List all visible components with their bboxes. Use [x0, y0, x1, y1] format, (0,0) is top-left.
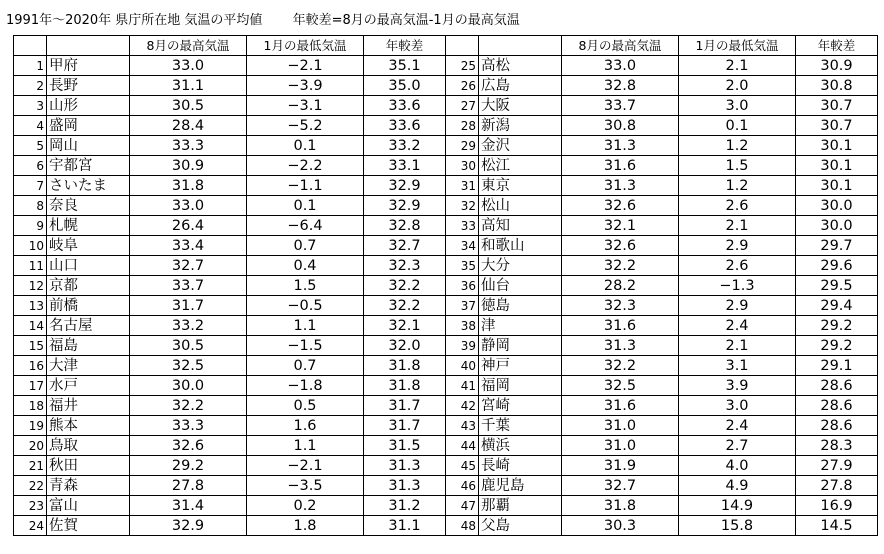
aug-max-value: 32.2 [130, 396, 247, 416]
annual-range-value: 33.1 [364, 156, 446, 176]
rank: 34 [446, 236, 479, 256]
header-row [14, 36, 878, 56]
aug-max-value: 32.3 [562, 296, 679, 316]
header-jan-min: 1月の最低気温 [247, 36, 364, 56]
jan-min-value: 0.1 [247, 136, 364, 156]
annual-range-value: 30.9 [796, 56, 878, 76]
table-row [14, 496, 878, 516]
annual-range-value: 33.6 [364, 116, 446, 136]
city-name: 高松 [479, 56, 562, 76]
aug-max-value: 30.8 [562, 116, 679, 136]
table-row [14, 456, 878, 476]
city-name: 福岡 [479, 376, 562, 396]
city-name: 鹿児島 [479, 476, 562, 496]
aug-max-value: 31.7 [130, 296, 247, 316]
city-name: 那覇 [479, 496, 562, 516]
annual-range-value: 32.9 [364, 196, 446, 216]
rank: 43 [446, 416, 479, 436]
rank: 48 [446, 516, 479, 536]
city-name: 津 [479, 316, 562, 336]
rank: 40 [446, 356, 479, 376]
jan-min-value: 0.5 [247, 396, 364, 416]
city-name: 名古屋 [47, 316, 130, 336]
annual-range-value: 32.3 [364, 256, 446, 276]
table-row [14, 56, 878, 76]
jan-min-value: 3.0 [679, 96, 796, 116]
header-annual-range: 年較差 [796, 36, 878, 56]
aug-max-value: 32.8 [562, 76, 679, 96]
table-row [14, 376, 878, 396]
rank: 12 [14, 276, 47, 296]
annual-range-value: 32.2 [364, 276, 446, 296]
rank: 21 [14, 456, 47, 476]
city-name: 和歌山 [479, 236, 562, 256]
annual-range-value: 29.5 [796, 276, 878, 296]
annual-range-value: 27.9 [796, 456, 878, 476]
jan-min-value: 3.0 [679, 396, 796, 416]
city-name: 富山 [47, 496, 130, 516]
table-row [14, 336, 878, 356]
aug-max-value: 29.2 [130, 456, 247, 476]
aug-max-value: 28.4 [130, 116, 247, 136]
rank: 7 [14, 176, 47, 196]
city-name: 新潟 [479, 116, 562, 136]
city-name: 宇都宮 [47, 156, 130, 176]
rank: 15 [14, 336, 47, 356]
jan-min-value: −3.9 [247, 76, 364, 96]
jan-min-value: 4.9 [679, 476, 796, 496]
annual-range-value: 31.5 [364, 436, 446, 456]
aug-max-value: 32.2 [562, 356, 679, 376]
rank: 20 [14, 436, 47, 456]
city-name: 大分 [479, 256, 562, 276]
rank: 37 [446, 296, 479, 316]
rank: 16 [14, 356, 47, 376]
rank: 26 [446, 76, 479, 96]
jan-min-value: 1.2 [679, 176, 796, 196]
annual-range-value: 32.7 [364, 236, 446, 256]
jan-min-value: 0.2 [247, 496, 364, 516]
rank: 9 [14, 216, 47, 236]
rank: 17 [14, 376, 47, 396]
table-row [14, 136, 878, 156]
table-row [14, 316, 878, 336]
rank: 4 [14, 116, 47, 136]
annual-range-value: 30.7 [796, 96, 878, 116]
city-name: 宮崎 [479, 396, 562, 416]
jan-min-value: 2.1 [679, 216, 796, 236]
jan-min-value: −6.4 [247, 216, 364, 236]
city-name: 東京 [479, 176, 562, 196]
city-name: 仙台 [479, 276, 562, 296]
annual-range-value: 30.1 [796, 176, 878, 196]
rank: 30 [446, 156, 479, 176]
annual-range-value: 30.0 [796, 216, 878, 236]
jan-min-value: 0.1 [679, 116, 796, 136]
annual-range-value: 29.2 [796, 316, 878, 336]
city-name: 水戸 [47, 376, 130, 396]
aug-max-value: 32.5 [130, 356, 247, 376]
annual-range-value: 31.8 [364, 356, 446, 376]
rank: 3 [14, 96, 47, 116]
rank: 46 [446, 476, 479, 496]
city-name: 横浜 [479, 436, 562, 456]
aug-max-value: 32.9 [130, 516, 247, 536]
jan-min-value: 2.7 [679, 436, 796, 456]
rank: 35 [446, 256, 479, 276]
aug-max-value: 33.4 [130, 236, 247, 256]
annual-range-value: 31.3 [364, 456, 446, 476]
jan-min-value: 2.0 [679, 76, 796, 96]
annual-range-value: 31.3 [364, 476, 446, 496]
aug-max-value: 31.3 [562, 136, 679, 156]
jan-min-value: −0.5 [247, 296, 364, 316]
temperature-table [13, 35, 878, 536]
city-name: 岐阜 [47, 236, 130, 256]
jan-min-value: 2.1 [679, 336, 796, 356]
city-name: 松山 [479, 196, 562, 216]
city-name: 京都 [47, 276, 130, 296]
rank: 22 [14, 476, 47, 496]
table-row [14, 436, 878, 456]
rank: 10 [14, 236, 47, 256]
rank: 39 [446, 336, 479, 356]
aug-max-value: 33.3 [130, 136, 247, 156]
jan-min-value: 3.9 [679, 376, 796, 396]
aug-max-value: 31.3 [562, 176, 679, 196]
jan-min-value: 2.1 [679, 56, 796, 76]
jan-min-value: 2.9 [679, 236, 796, 256]
aug-max-value: 30.9 [130, 156, 247, 176]
table-row [14, 296, 878, 316]
jan-min-value: 1.6 [247, 416, 364, 436]
annual-range-value: 32.2 [364, 296, 446, 316]
rank: 44 [446, 436, 479, 456]
table-row [14, 76, 878, 96]
jan-min-value: 2.4 [679, 316, 796, 336]
city-name: 奈良 [47, 196, 130, 216]
city-name: 山口 [47, 256, 130, 276]
rank: 41 [446, 376, 479, 396]
jan-min-value: 1.5 [247, 276, 364, 296]
jan-min-value: 0.7 [247, 356, 364, 376]
jan-min-value: 0.4 [247, 256, 364, 276]
aug-max-value: 31.0 [562, 436, 679, 456]
jan-min-value: 2.6 [679, 196, 796, 216]
jan-min-value: 14.9 [679, 496, 796, 516]
aug-max-value: 32.6 [562, 196, 679, 216]
city-name: 広島 [479, 76, 562, 96]
rank: 14 [14, 316, 47, 336]
annual-range-value: 33.2 [364, 136, 446, 156]
rank: 25 [446, 56, 479, 76]
annual-range-value: 30.7 [796, 116, 878, 136]
annual-range-value: 31.8 [364, 376, 446, 396]
annual-range-value: 35.0 [364, 76, 446, 96]
rank: 33 [446, 216, 479, 236]
aug-max-value: 31.1 [130, 76, 247, 96]
rank: 8 [14, 196, 47, 216]
rank: 13 [14, 296, 47, 316]
city-name: 金沢 [479, 136, 562, 156]
jan-min-value: 2.6 [679, 256, 796, 276]
city-name: 大津 [47, 356, 130, 376]
city-name: 福井 [47, 396, 130, 416]
aug-max-value: 31.0 [562, 416, 679, 436]
aug-max-value: 30.5 [130, 96, 247, 116]
jan-min-value: −1.1 [247, 176, 364, 196]
city-name: 松江 [479, 156, 562, 176]
city-name: 高知 [479, 216, 562, 236]
aug-max-value: 28.2 [562, 276, 679, 296]
rank: 45 [446, 456, 479, 476]
jan-min-value: −3.1 [247, 96, 364, 116]
jan-min-value: −3.5 [247, 476, 364, 496]
city-name: 鳥取 [47, 436, 130, 456]
header-blank [479, 36, 562, 56]
aug-max-value: 31.8 [130, 176, 247, 196]
aug-max-value: 31.9 [562, 456, 679, 476]
rank: 42 [446, 396, 479, 416]
table-row [14, 476, 878, 496]
rank: 6 [14, 156, 47, 176]
table-row [14, 176, 878, 196]
annual-range-value: 30.8 [796, 76, 878, 96]
aug-max-value: 33.0 [130, 56, 247, 76]
rank: 23 [14, 496, 47, 516]
city-name: 徳島 [479, 296, 562, 316]
jan-min-value: 0.1 [247, 196, 364, 216]
jan-min-value: −1.3 [679, 276, 796, 296]
aug-max-value: 32.6 [130, 436, 247, 456]
city-name: 父島 [479, 516, 562, 536]
aug-max-value: 30.0 [130, 376, 247, 396]
annual-range-value: 27.8 [796, 476, 878, 496]
rank: 32 [446, 196, 479, 216]
table-row [14, 156, 878, 176]
annual-range-value: 29.1 [796, 356, 878, 376]
annual-range-value: 29.7 [796, 236, 878, 256]
city-name: 長野 [47, 76, 130, 96]
header-annual-range: 年較差 [364, 36, 446, 56]
table-row [14, 276, 878, 296]
aug-max-value: 33.3 [130, 416, 247, 436]
annual-range-value: 30.0 [796, 196, 878, 216]
header-blank [47, 36, 130, 56]
header-aug-max: 8月の最高気温 [130, 36, 247, 56]
annual-range-value: 31.7 [364, 396, 446, 416]
jan-min-value: 0.7 [247, 236, 364, 256]
jan-min-value: 1.1 [247, 436, 364, 456]
annual-range-value: 32.8 [364, 216, 446, 236]
annual-range-value: 30.1 [796, 136, 878, 156]
city-name: 長崎 [479, 456, 562, 476]
annual-range-value: 31.1 [364, 516, 446, 536]
aug-max-value: 30.5 [130, 336, 247, 356]
annual-range-value: 30.1 [796, 156, 878, 176]
aug-max-value: 31.6 [562, 396, 679, 416]
annual-range-value: 32.0 [364, 336, 446, 356]
city-name: 秋田 [47, 456, 130, 476]
rank: 28 [446, 116, 479, 136]
jan-min-value: 4.0 [679, 456, 796, 476]
jan-min-value: 1.1 [247, 316, 364, 336]
annual-range-value: 28.6 [796, 396, 878, 416]
table-row [14, 216, 878, 236]
rank: 19 [14, 416, 47, 436]
annual-range-value: 28.3 [796, 436, 878, 456]
city-name: 佐賀 [47, 516, 130, 536]
rank: 18 [14, 396, 47, 416]
jan-min-value: −2.1 [247, 456, 364, 476]
rank: 27 [446, 96, 479, 116]
jan-min-value: 3.1 [679, 356, 796, 376]
aug-max-value: 32.1 [562, 216, 679, 236]
aug-max-value: 31.6 [562, 156, 679, 176]
table-row [14, 396, 878, 416]
city-name: 岡山 [47, 136, 130, 156]
rank: 2 [14, 76, 47, 96]
rank: 11 [14, 256, 47, 276]
annual-range-value: 28.6 [796, 376, 878, 396]
aug-max-value: 33.7 [130, 276, 247, 296]
rank: 31 [446, 176, 479, 196]
aug-max-value: 31.6 [562, 316, 679, 336]
city-name: 盛岡 [47, 116, 130, 136]
annual-range-value: 31.2 [364, 496, 446, 516]
table-row [14, 256, 878, 276]
table-row [14, 516, 878, 536]
jan-min-value: −2.1 [247, 56, 364, 76]
rank: 47 [446, 496, 479, 516]
header-jan-min: 1月の最低気温 [679, 36, 796, 56]
annual-range-value: 31.7 [364, 416, 446, 436]
aug-max-value: 30.3 [562, 516, 679, 536]
table-row [14, 416, 878, 436]
city-name: 大阪 [479, 96, 562, 116]
aug-max-value: 26.4 [130, 216, 247, 236]
annual-range-value: 16.9 [796, 496, 878, 516]
rank: 24 [14, 516, 47, 536]
city-name: 青森 [47, 476, 130, 496]
city-name: さいたま [47, 176, 130, 196]
aug-max-value: 33.2 [130, 316, 247, 336]
city-name: 甲府 [47, 56, 130, 76]
jan-min-value: 15.8 [679, 516, 796, 536]
aug-max-value: 33.7 [562, 96, 679, 116]
aug-max-value: 31.4 [130, 496, 247, 516]
annual-range-value: 14.5 [796, 516, 878, 536]
jan-min-value: 2.9 [679, 296, 796, 316]
jan-min-value: −1.8 [247, 376, 364, 396]
aug-max-value: 31.8 [562, 496, 679, 516]
city-name: 札幌 [47, 216, 130, 236]
jan-min-value: −1.5 [247, 336, 364, 356]
annual-range-value: 28.6 [796, 416, 878, 436]
aug-max-value: 33.0 [130, 196, 247, 216]
jan-min-value: 1.8 [247, 516, 364, 536]
aug-max-value: 32.7 [562, 476, 679, 496]
annual-range-value: 33.6 [364, 96, 446, 116]
city-name: 前橋 [47, 296, 130, 316]
jan-min-value: 1.5 [679, 156, 796, 176]
aug-max-value: 33.0 [562, 56, 679, 76]
aug-max-value: 31.3 [562, 336, 679, 356]
annual-range-value: 32.9 [364, 176, 446, 196]
header-aug-max: 8月の最高気温 [562, 36, 679, 56]
annual-range-value: 29.2 [796, 336, 878, 356]
header-blank [446, 36, 479, 56]
annual-range-value: 29.4 [796, 296, 878, 316]
table-row [14, 96, 878, 116]
rank: 38 [446, 316, 479, 336]
rank: 5 [14, 136, 47, 156]
table-row [14, 196, 878, 216]
city-name: 福島 [47, 336, 130, 356]
jan-min-value: 2.4 [679, 416, 796, 436]
city-name: 山形 [47, 96, 130, 116]
city-name: 千葉 [479, 416, 562, 436]
jan-min-value: 1.2 [679, 136, 796, 156]
header-blank [14, 36, 47, 56]
jan-min-value: −5.2 [247, 116, 364, 136]
table-row [14, 356, 878, 376]
table-row [14, 116, 878, 136]
city-name: 熊本 [47, 416, 130, 436]
page-title: 1991年～2020年 県庁所在地 気温の平均値 年較差=8月の最高気温-1月の最高気温 [6, 13, 520, 28]
aug-max-value: 32.7 [130, 256, 247, 276]
city-name: 静岡 [479, 336, 562, 356]
rank: 29 [446, 136, 479, 156]
annual-range-value: 29.6 [796, 256, 878, 276]
aug-max-value: 32.2 [562, 256, 679, 276]
aug-max-value: 32.6 [562, 236, 679, 256]
rank: 1 [14, 56, 47, 76]
table-row [14, 236, 878, 256]
aug-max-value: 32.5 [562, 376, 679, 396]
jan-min-value: −2.2 [247, 156, 364, 176]
annual-range-value: 32.1 [364, 316, 446, 336]
city-name: 神戸 [479, 356, 562, 376]
annual-range-value: 35.1 [364, 56, 446, 76]
aug-max-value: 27.8 [130, 476, 247, 496]
rank: 36 [446, 276, 479, 296]
